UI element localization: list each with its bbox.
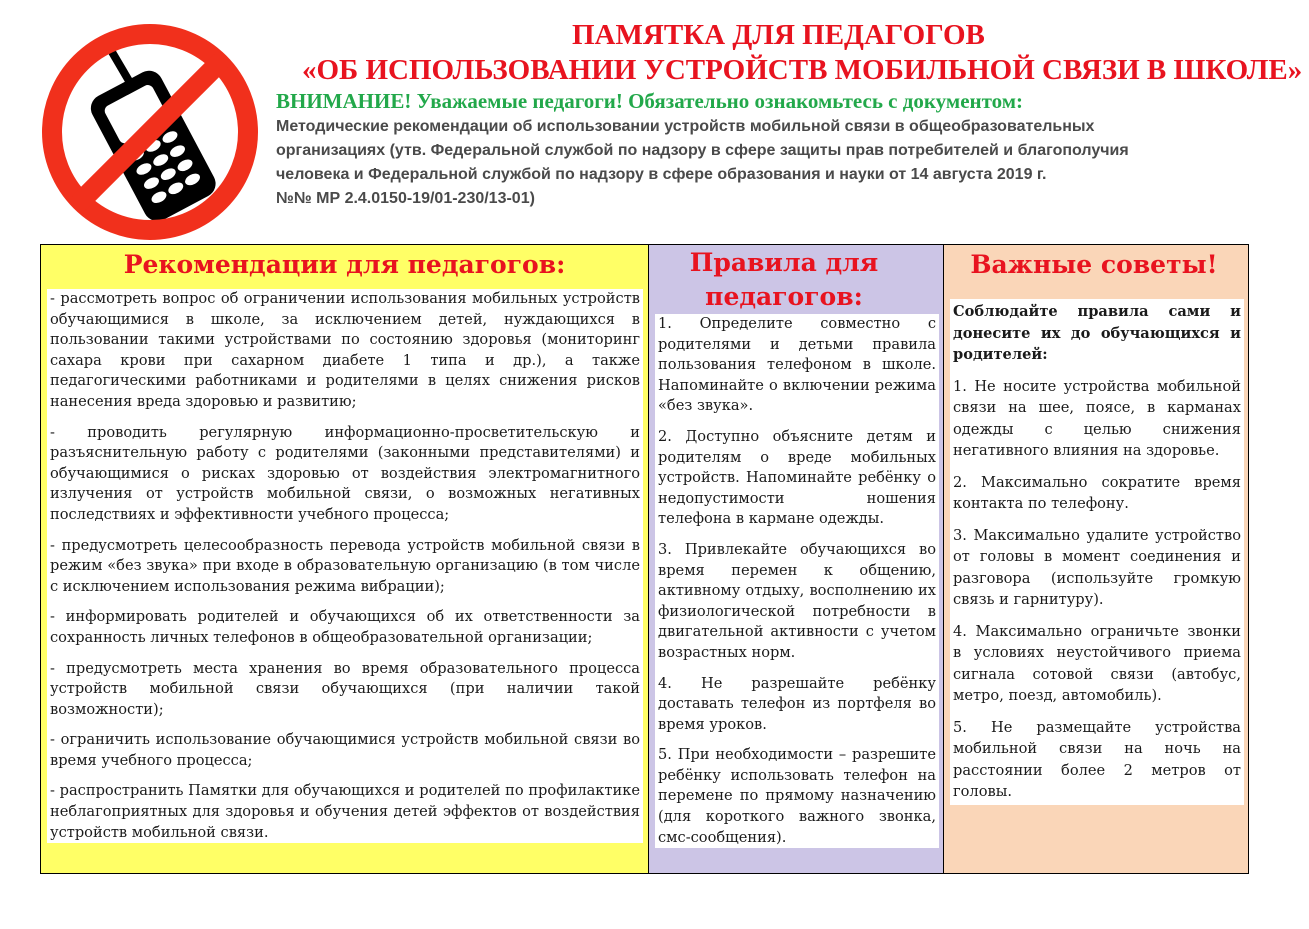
list-item: 1. Определите совместно с родителями и детьми правила пользования телефоном в школе. Напоминайте о включении режима «без звука». bbox=[658, 315, 936, 415]
recommendations-list bbox=[47, 289, 643, 843]
list-item: 4. Максимально ограничьте звонки в условиях неустойчивого приема сигнала сотовой связи (автобус, метро, поезд, автомобиль). bbox=[953, 622, 1241, 704]
attention-notice: ВНИМАНИЕ! Уважаемые педагоги! Обязательно ознакомьтесь с документом: bbox=[276, 89, 1024, 113]
list-item: 5. Не размещайте устройства мобильной связи на ночь на расстоянии более 2 метров от головы. bbox=[953, 718, 1241, 800]
rules-heading-line: педагогов: bbox=[705, 282, 863, 311]
rules-column bbox=[649, 245, 944, 873]
list-item: 4. Не разрешайте ребёнку доставать телефон из портфеля во время уроков. bbox=[658, 674, 936, 733]
list-item: 5. При необходимости – разрешите ребёнку использовать телефон на перемене по прямому назначению (для короткого важного звонка, смс-сообщения). bbox=[658, 746, 936, 846]
list-item: - ограничить использование обучающимися устройств мобильной связи во время учебного процесса; bbox=[50, 731, 640, 769]
list-item: - информировать родителей и обучающихся об их ответственности за сохранность личных телефонов в общеобразовательной организации; bbox=[50, 608, 640, 646]
rules-heading-line: Правила для bbox=[689, 248, 879, 277]
document-reference-line: №№ МР 2.4.0150-19/01-230/13-01) bbox=[276, 190, 535, 207]
document-reference-line: Методические рекомендации об использовании устройств мобильной связи в общеобразовательных bbox=[276, 118, 1095, 135]
list-item: - предусмотреть целесообразность перевода устройств мобильной связи в режим «без звука» при входе в образовательную организацию (в том числе с исключением использования режима вибрации); bbox=[50, 536, 640, 595]
list-item: - предусмотреть места хранения во время образовательного процесса устройств мобильной связи обучающихся (при наличии такой возможности); bbox=[50, 659, 640, 718]
list-item: 2. Максимально сократите время контакта по телефону. bbox=[953, 473, 1241, 512]
tips-list bbox=[950, 299, 1244, 805]
rules-list bbox=[655, 314, 939, 848]
list-item: 3. Максимально удалите устройство от головы в момент соединения и разговора (используйте громкую связь и гарнитуру). bbox=[953, 526, 1241, 608]
recommendations-heading: Рекомендации для педагогов: bbox=[123, 250, 566, 279]
document-reference-line: человека и Федеральной службой по надзору в сфере образования и науки от 14 августа 2019 г. bbox=[276, 166, 1047, 183]
memo-table bbox=[40, 244, 1249, 874]
tips-column bbox=[944, 245, 1249, 873]
list-item: - проводить регулярную информационно-просветительскую и разъяснительную работу с родителями (законными представителями) и обучающимися о рисках здоровью от воздействия электромагнитного излучения от устройств мобильной связи, о возможных негативных последствиях и эффективности учебного процесса; bbox=[50, 423, 640, 523]
rules-heading bbox=[669, 246, 899, 314]
list-item: - распространить Памятки для обучающихся и родителей по профилактике неблагоприятных для здоровья и обучения детей эффектов от воздействия устройств мобильной связи. bbox=[50, 782, 640, 841]
page-title-line2: «ОБ ИСПОЛЬЗОВАНИИ УСТРОЙСТВ МОБИЛЬНОЙ СВЯЗИ В ШКОЛЕ» bbox=[302, 54, 1303, 86]
list-item: 3. Привлекайте обучающихся во время перемен к общению, активному отдыху, восполнению их физиологической потребности в двигательной активности с учетом возрастных норм. bbox=[658, 540, 936, 661]
no-mobile-phone-icon bbox=[40, 22, 260, 242]
list-item: 1. Не носите устройства мобильной связи на шее, поясе, в карманах одежды с целью снижения негативного влияния на здоровье. bbox=[953, 377, 1241, 459]
recommendations-column bbox=[40, 245, 649, 873]
tips-heading: Важные советы! bbox=[970, 250, 1218, 279]
document-reference bbox=[276, 115, 1236, 211]
list-item: - рассмотреть вопрос об ограничении использования мобильных устройств обучающимися в школе, за исключением детей, нуждающихся в пользовании такими устройствами по состоянию здоровья (мониторинг сахара крови при сахарном диабете 1 типа и др.), а также педагогическими работниками и родителями в целях снижения рисков нанесения вреда здоровью и развитию; bbox=[50, 290, 640, 410]
document-reference-line: организациях (утв. Федеральной службой по надзору в сфере защиты прав потребителей и благополучия bbox=[276, 142, 1129, 159]
list-item: 2. Доступно объясните детям и родителям о вреде мобильных устройств. Напоминайте ребёнку о недопустимости ношения телефона в кармане одежды. bbox=[658, 427, 936, 528]
page-title-line1: ПАМЯТКА ДЛЯ ПЕДАГОГОВ bbox=[572, 19, 985, 51]
tips-lead: Соблюдайте правила сами и донесите их до обучающихся и родителей: bbox=[953, 303, 1241, 363]
